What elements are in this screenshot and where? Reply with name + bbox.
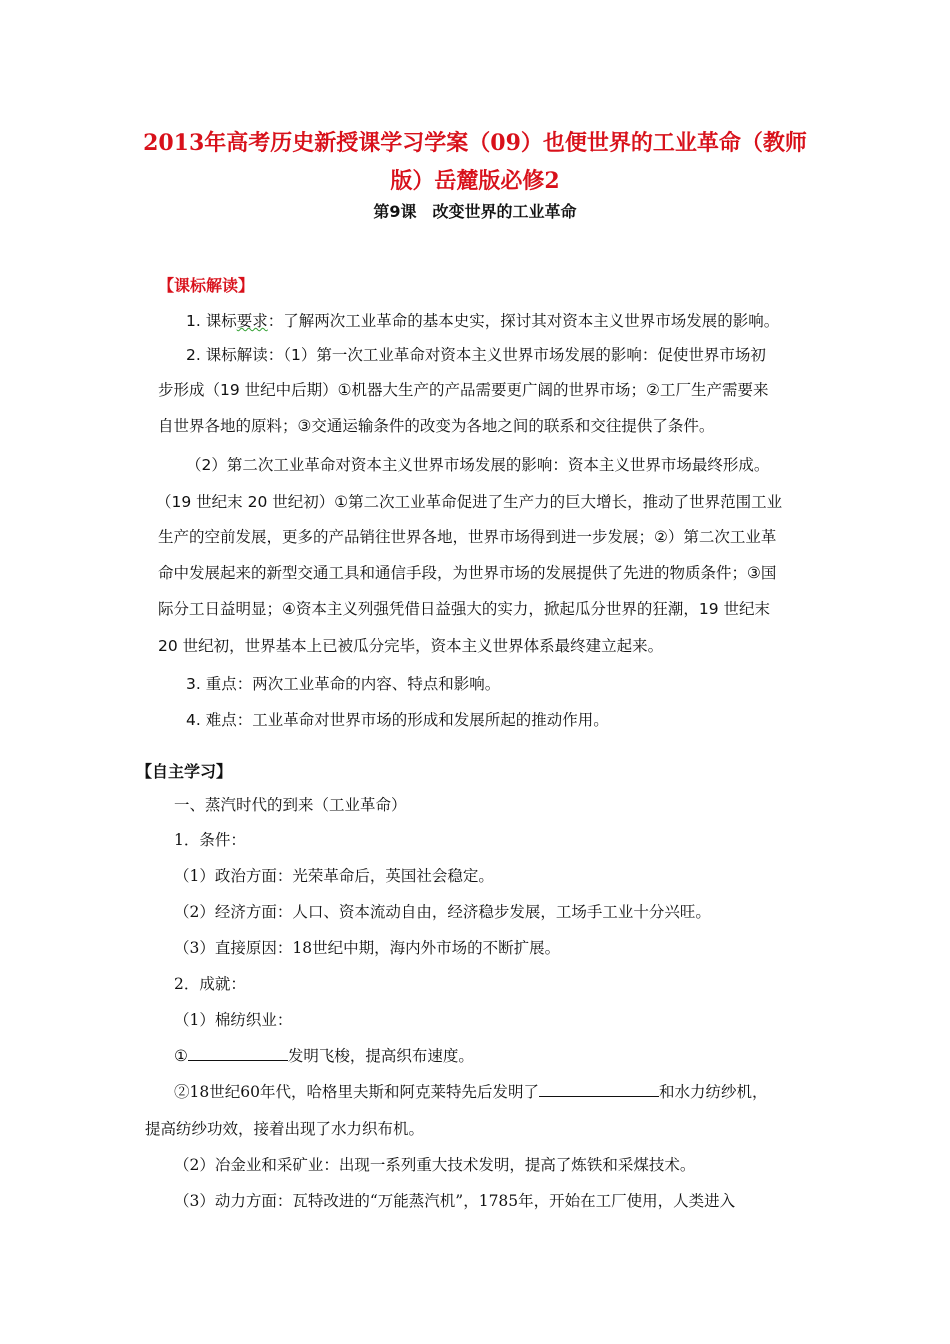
kebiao-line: 3. 重点：两次工业革命的内容、特点和影响。 — [186, 675, 501, 693]
kebiao-line: 20 世纪初，世界基本上已被瓜分完毕，资本主义世界体系最终建立起来。 — [158, 637, 664, 655]
section-heading-zizhu: 【自主学习】 — [136, 762, 233, 781]
kebiao-line: 2. 课标解读：（1）第一次工业革命对资本主义世界市场发展的影响：促使世界市场初 — [186, 346, 766, 364]
item-marker: ① — [174, 1047, 188, 1065]
zizhu-line: （1）政治方面：光荣革命后，英国社会稳定。 — [174, 867, 494, 885]
zizhu-fill-line — [174, 1082, 767, 1102]
answer-blank[interactable] — [188, 1046, 288, 1061]
kebiao-line: 命中发展起来的新型交通工具和通信手段，为世界市场的发展提供了先进的物质条件；③国 — [158, 564, 777, 582]
zizhu-fill-line — [174, 1046, 474, 1066]
zizhu-line: 提高纺纱功效，接着出现了水力织布机。 — [145, 1120, 425, 1138]
kebiao-line: 自世界各地的原料；③交通运输条件的改变为各地之间的联系和交往提供了条件。 — [158, 417, 715, 435]
section-heading-kebiao: 【课标解读】 — [158, 276, 255, 295]
zizhu-line-text: ②18世纪60年代，哈格里夫斯和阿克莱特先后发明了 — [174, 1083, 539, 1101]
document-title-line2: 版）岳麓版必修2 — [390, 168, 560, 194]
kebiao-line: （19 世纪末 20 世纪初）①第二次工业革命促进了生产力的巨大增长，推动了世界范围工业 — [156, 493, 783, 511]
kebiao-line — [186, 311, 779, 331]
zizhu-line: 一、蒸汽时代的到来（工业革命） — [174, 796, 407, 814]
kebiao-line-text: 1. 课标要求：了解两次工业革命的基本史实，探讨其对资本主义世界市场发展的影响。 — [186, 312, 780, 330]
lesson-subtitle: 第9课 改变世界的工业革命 — [373, 202, 577, 221]
zizhu-line: （3）动力方面：瓦特改进的“万能蒸汽机”，1785年，开始在工厂使用，人类进入 — [174, 1192, 736, 1210]
zizhu-line-text: 和水力纺纱机， — [658, 1083, 768, 1101]
spellcheck-mark: 要求 — [236, 312, 268, 330]
zizhu-line: 1．条件： — [174, 831, 246, 849]
zizhu-line-text: 发明飞梭，提高织布速度。 — [287, 1047, 474, 1065]
zizhu-line: （1）棉纺织业： — [174, 1011, 293, 1029]
kebiao-line: 步形成（19 世纪中后期）①机器大生产的产品需要更广阔的世界市场；②工厂生产需要来 — [158, 381, 769, 399]
document-title-line1: 2013年高考历史新授课学习学案（09）也便世界的工业革命（教师 — [143, 130, 807, 156]
kebiao-line: 4. 难点：工业革命对世界市场的形成和发展所起的推动作用。 — [186, 711, 609, 729]
zizhu-line: （2）经济方面：人口、资本流动自由，经济稳步发展，工场手工业十分兴旺。 — [174, 903, 711, 921]
kebiao-line: （2）第二次工业革命对资本主义世界市场发展的影响：资本主义世界市场最终形成。 — [186, 456, 770, 474]
answer-blank[interactable] — [539, 1082, 659, 1097]
kebiao-line: 生产的空前发展，更多的产品销往世界各地，世界市场得到进一步发展；②）第二次工业革 — [158, 528, 777, 546]
zizhu-line: （3）直接原因：18世纪中期，海内外市场的不断扩展。 — [174, 939, 561, 957]
kebiao-line: 际分工日益明显；④资本主义列强凭借日益强大的实力，掀起瓜分世界的狂潮，19 世纪末 — [158, 600, 771, 618]
zizhu-line: 2．成就： — [174, 975, 246, 993]
zizhu-line: （2）冶金业和采矿业：出现一系列重大技术发明，提高了炼铁和采煤技术。 — [174, 1156, 696, 1174]
